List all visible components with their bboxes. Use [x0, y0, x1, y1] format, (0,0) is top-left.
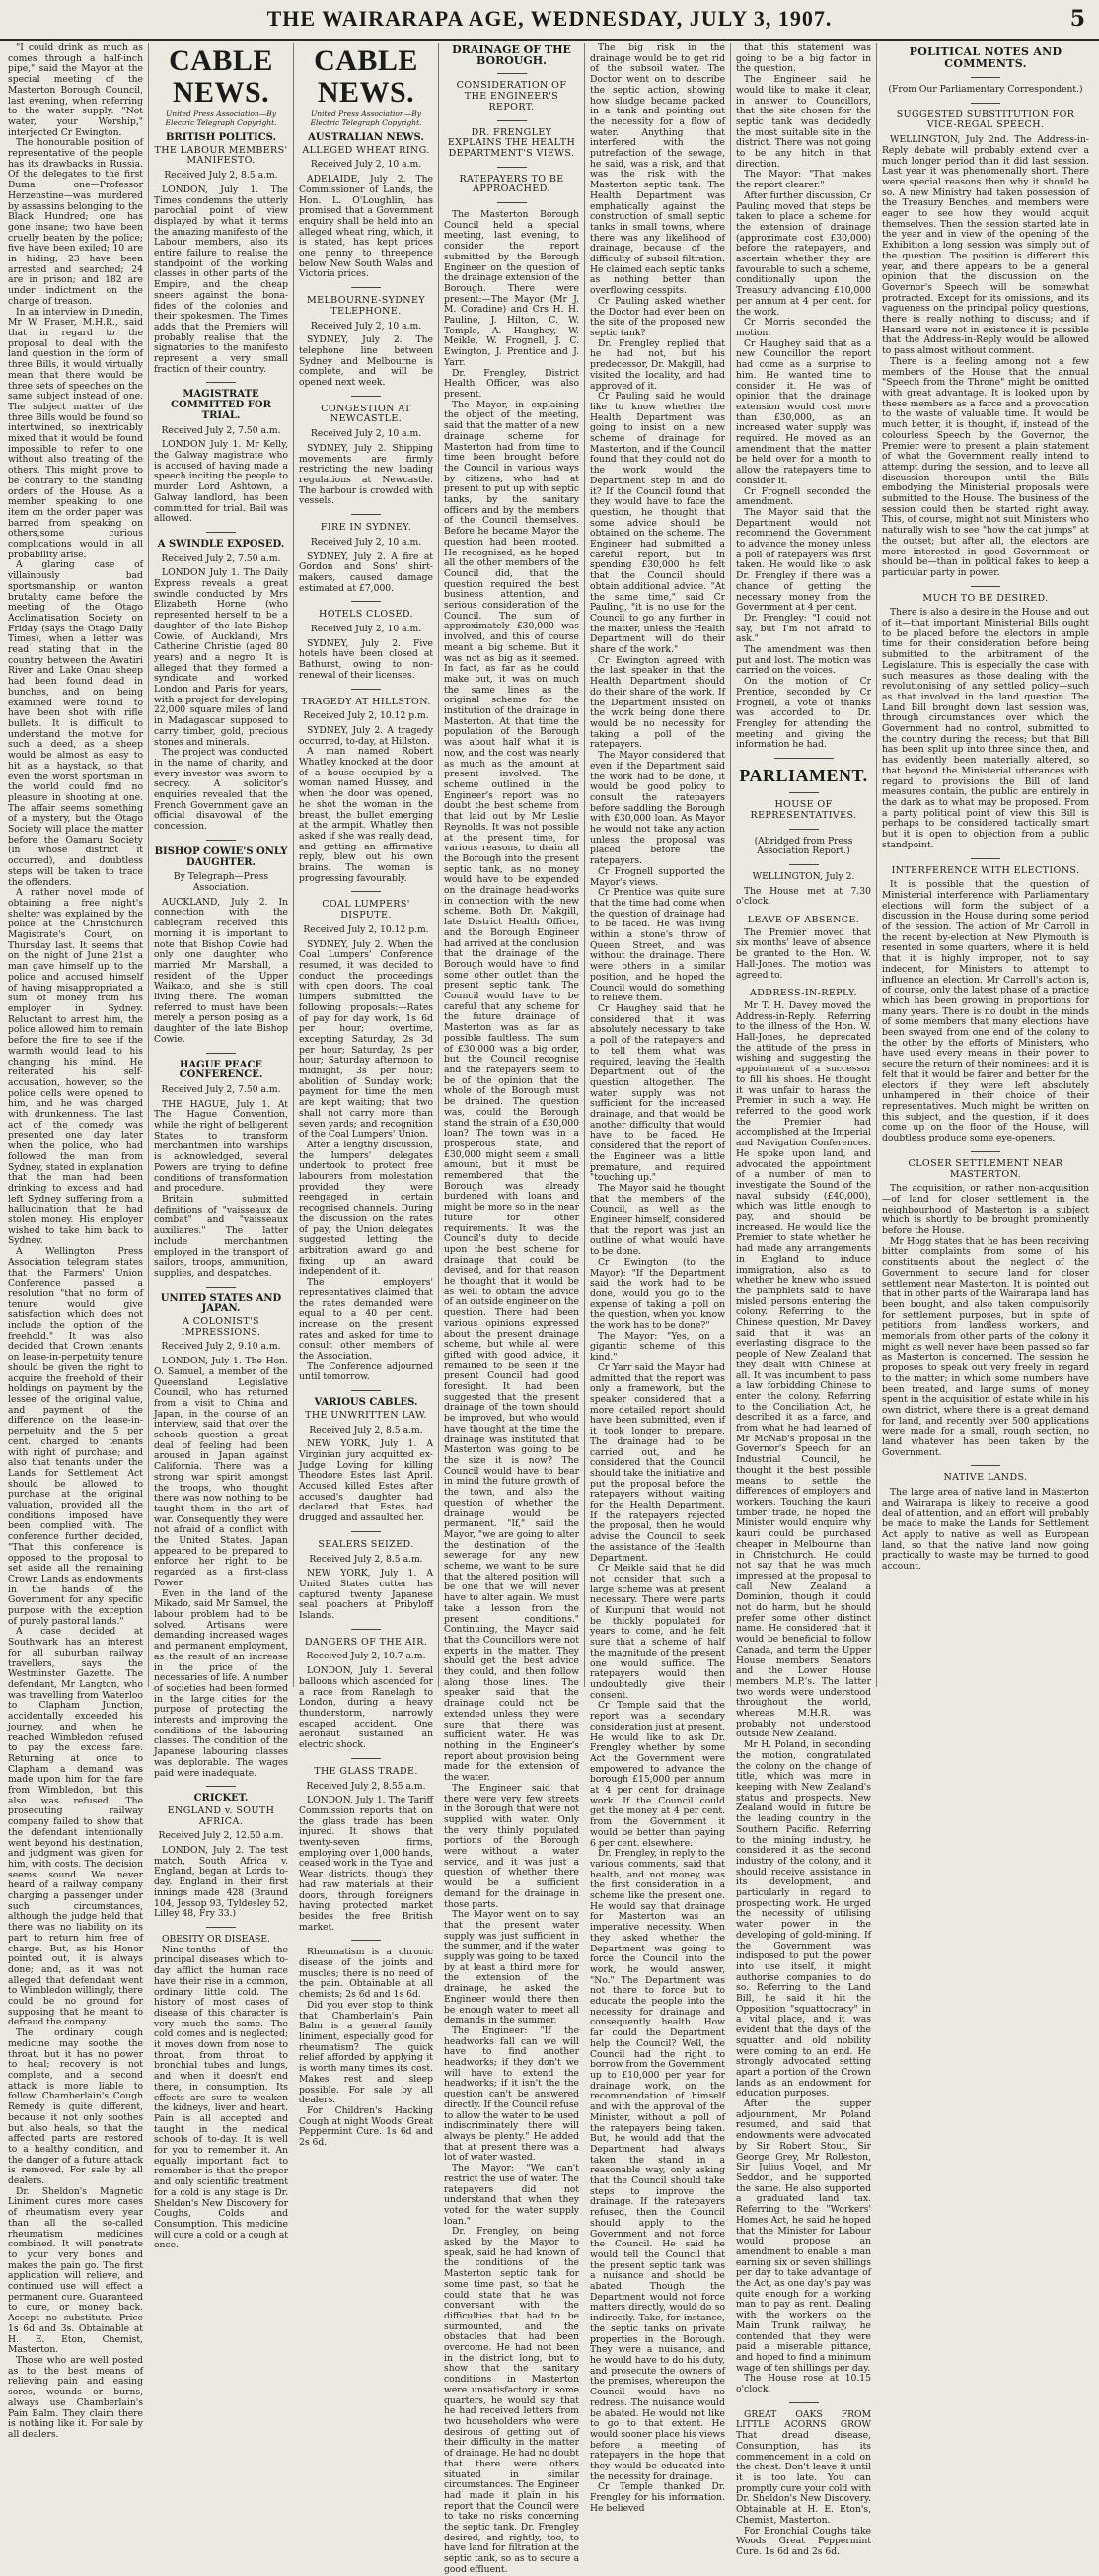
paragraph: Cr Ewington (to the Mayor): "If the Department said the work had to be done, would you go to the expense of taking a poll on the question, when you know the work has to be done?" — [590, 1256, 725, 1332]
report-note: (Abridged from Press Association Report.) — [754, 835, 853, 857]
paragraph: LONDON July 1. The Daily Express reveals a great swindle conducted by Mrs Elizabeth Horne (who represented herself to be a daughter of the late Bishop Cowie, of Auckland), Mrs Catherine Christie (aged 80 years) and a negro. It is alleged that they formed a syndicate and worked London and Paris for years, with a project for developing 22,000 square miles of land in Madagascar supposed to carry timber, gold, precious stones and minerals. — [154, 567, 288, 748]
paragraph: Cr Haughey said that he considered that it was absolutely necessary to take a poll of the ratepayers and to tell them what was required, leaving the Health Department out of the question altogether. The water supply was not sufficient for the increased drainage, and that would be another difficulty that would have to be faced. He considered that the report of the Engineer was a little premature, and required "touching up." — [590, 1002, 725, 1184]
paragraph: A man named Robert Whatley knocked at the door of a house occupied by a woman named Hussey, and when the door was opened, he shot the woman in the breast, the bullet emerging at the armpit. Whatley then asked if she was really dead, and getting an affirmative reply, blew out his own brains. The woman is progressing favourably. — [299, 746, 433, 884]
section-heading: UNITED STATES AND JAPAN. — [160, 1292, 282, 1315]
paragraph: The Mayor: "We can't restrict the use of water. The ratepayers did not understand that when they voted for the water supply loan." — [444, 2163, 579, 2227]
correspondent-note: (From Our Parliamentary Correspondent.) — [888, 84, 1083, 95]
divider — [206, 1053, 236, 1054]
paragraph: The Mayor: "That makes the report clearer." — [736, 169, 871, 191]
paragraph: A case decided at Southwark has an interest for all suburban railway travellers, says the Westminster Gazette. The defendant, Mr Langton, who was travelling from Waterloo to Clapham Junction, accidentally exceeded his journey, and when he reached Wimbledon refused to pay the excess fare. Returning at once to Clapham a demand was made upon him for the fare from Wimbledon, but this also was refused. The prosecuting railway company failed to show that the defendant intentionally went beyond his destination, and judgment was given for him, with costs. The decision seems sound. We never heard of a railway company charging a passenger under such circumstances, although the judge held that there was no liability on its part to return him free of charge. But, as his Honor pointed out, it is always done; and, as it was not alleged that defendant went to Wimbledon willingly, there could be no ground for supposing that he meant to defraud the company. — [8, 1626, 143, 2028]
paragraph: ADELAIDE, July 2. The Commissioner of Lands, the Hon. L. O'Loughlin, has promised that a Government enquiry shall be held into an alleged wheat ring, which, it is stated, has kept prices one penny to threepence below New South Wales and Victoria prices. — [299, 174, 433, 280]
paragraph: For Bronchial Coughs take Woods Great Peppermint Cure. 1s 6d and 2s 6d. — [736, 2525, 871, 2557]
article-heading: COAL LUMPERS' DISPUTE. — [322, 899, 410, 921]
dateline: Received July 2, 9.10 a.m. — [161, 1341, 281, 1353]
paragraph: LONDON, July 1. The Times condemns the utterly parochial point of view displayed by what it terms the amazing manifesto of the Labour members, also its entire failure to realise the standpoint of the working classes in other parts of the Empire, and the cheap sneers against the bona-fides of the colonies and their spokesmen. The Times adds that the Premiers will probably realise that the signatories to the manifesto represent a very small fraction of their country. — [154, 184, 288, 375]
paragraph: NEW YORK, July 1. A United States cutter has captured twenty Japanese seal poachers at Pribyloff Islands. — [299, 1568, 433, 1622]
dateline: Received July 2, 7.50 a.m. — [161, 1083, 281, 1095]
paragraph: For Children's Hacking Cough at night Woods' Great Peppermint Cure. 1s 6d and 2s 6d. — [299, 2104, 433, 2149]
paragraph: GREAT OAKS FROM LITTLE ACORNS GROW That dread disease, Consumption, has its commencement in a cold on the chest. Don't leave it until it is too late. You can promptly cure your cold with Dr. Sheldon's New Discovery. Obtainable at H. E. Eton's, Chemist, Masterton. — [736, 2408, 871, 2526]
page-number: 5 — [1069, 6, 1085, 32]
article-heading: CONGESTION AT NEWCASTLE. — [321, 403, 411, 425]
paragraph: Britain submitted definitions of "vaisseaux de combat" and "vaisseaux auxiliares." The latter include merchantmen employed in the transport of sailors, troops, ammunition, supplies, and despatches. — [154, 1193, 288, 1279]
paragraph: Cr Yarr said the Mayor had admitted that the report was only a framework, but the speaker considered that a more detailed report should have been submitted, even if it took longer to prepare. The drainage had to be carried out, and he considered that the Council should take the initiative and put the proposal before the ratepayers without waiting for the Health Department. If the ratepayers rejected the proposal, then he would advise the Council to seek the assistance of the Health Department. — [590, 1362, 725, 1564]
paragraph: After the supper adjournment, Mr Poland resumed, and said that endowments were advocated by Sir Robert Stout, Sir George Grey, Mr Rolleston, Sir Julius Vogel, and Mr Seddon, and he supported the same. He also supported a graduated land tax. Referring to the "Workers' Homes Act, he said he hoped that the Minister for Labour would propose an amendment to enable a man earning six or seven shillings per day to take advantage of the Act, as one day's pay was quite enough for a working man to pay as rent. Dealing with the workers on the Main Trunk railway, he contended that they were paid a miserable pittance, and hoped to find a minimum wage of ten shillings per day. — [736, 2098, 872, 2374]
paragraph: After further discussion, Cr Pauling moved that steps be taken to place a scheme for the extension of drainage (approximate cost £30,000) before the ratepayers, and ascertain whether they are favourable to such a scheme, conditionally upon the Treasury advancing £10,000 per annum at 4 per cent. for the work. — [736, 189, 871, 318]
article-subheading: DR. FRENGLEY EXPLAINS THE HEALTH DEPARTMENT'S VIEWS. — [447, 126, 576, 159]
paragraph: It is possible that the question of Ministerial interference with Parliamentary elections will form the subject of a discussion in the House during some period of the session. The action of Mr Carroll in the recent by-election at New Plymouth is resented in some quarters, where it is held that it is highly improper, not to say indecent, for Ministers to attempt to influence an election. Mr Carroll's action is, of course, only the latest phase of a practice which has been growing in proportions for many years. There is no doubt in the minds of some members that many elections have been swayed from one end of the colony to the other by the efforts of Ministers, who have used every means in their power to secure the return of their nominees; and it is felt that it would be fairer and better for the electors if they were left absolutely unhampered in their choice of their representatives. Much might be written on this subject, and the question, if it does come up on the floor of the House, will doubtless produce some eye-openers. — [882, 879, 1089, 1144]
paragraph: Even in the land of the Mikado, said Mr Samuel, the labour problem had to be solved. Artisans were demanding increased wages and permanent employment, as the result of an increase in the price of the necessaries of life. A number of societies had been formed in the large cities for the purpose of protecting the interests and improving the conditions of the labouring classes. The condition of the Japanese labouring classes was deplorable. The wages paid were inadequate. — [154, 1587, 288, 1779]
column-rule — [584, 43, 585, 1687]
paragraph: The Mayor: "Yes, on a gigantic scheme of this kind." — [590, 1330, 725, 1363]
paragraph: The amendment was then put and lost. The motion was carried on the voices. — [736, 644, 871, 677]
paragraph: There is also a desire in the House and out of it—that important Ministerial Bills ought to be placed before the electors in ample time for their consideration before being submitted to the arbitrament of the Legislature. This is especially the case with such measures as those dealing with the revolutionising of any settled policy—such as that involved in the land question. The Land Bill brought down last session was, through circumstances over which the Government had no control, submitted to the country during the recess; but that Bill has been split up into three since then, and has evidently been materially altered, so that beyond the Ministerial utterances with regard to provisions the Bill of land measures contain, the public are entirely in the dark as to what may be proposed. From a party political point of view this Bill is perhaps to be considered tactically smart but it is open to objection from a public standpoint. — [882, 607, 1089, 850]
paragraph: The acquisition, or rather non-acquisition—of land for closer settlement in the neighbourhood of Masterton is a subject which is shortly to be brought prominently before the House. — [882, 1183, 1089, 1237]
article-heading: A COLONIST'S IMPRESSIONS. — [181, 1316, 261, 1338]
paragraph: Dr. Frengley, District Health Officer, was also present. — [444, 367, 579, 400]
divider — [206, 1927, 236, 1928]
paragraph: The Engineer: "If the headworks fall can we will have to find another headworks; if they don't we will have to extend the headworks; if it isn't the the question can't be answered directly. If the Council refuse to allow the water to be used indiscriminately there will always be plenty." He added that at present there was a lot of water wasted. — [444, 2024, 579, 2164]
column-rule — [730, 43, 731, 1687]
divider — [971, 858, 1000, 859]
paragraph: Cr Frognell seconded the amendment. — [736, 485, 871, 508]
paragraph: Cr Meikle said that he did not consider that such a large scheme was at present necessary. There were parts of Kuripuni that would not be thickly populated for years to come, and he felt sure that a scheme of half the magnitude of the present one would suffice. The ratepayers would then undoubtedly give their consent. — [590, 1563, 725, 1701]
paragraph: Dr. Frengley, on being asked by the Mayor to speak, said he had known of the conditions of the Masterton septic tank for some time past, so that he could state that he was conversant with the difficulties that had to be surmounted, and the obstacles that had been overcome. He had not been in the district long, but to show that the sanitary conditions in Masterton were unsatisfactory in some quarters, he would say that he had received letters from two householders who were desirous of getting out of their difficulty in the matter of drainage. He had no doubt that there were others situated in similar circumstances. The Engineer had made it plain in his report that the Council were to take no risks concerning the septic tank. Dr. Frengley desired, and rightly, too, to have land for filtration at the septic tank, so as to secure a good effluent. — [444, 2226, 579, 2575]
paragraph: THE HAGUE, July 1. At The Hague Convention, while the right of belligerent States to transform merchantmen into warships is acknowledged, several Powers are trying to define conditions of transformation and procedure. — [154, 1098, 288, 1195]
divider — [497, 167, 527, 168]
column-2 — [154, 43, 288, 2251]
divider — [971, 1151, 1000, 1152]
article-subheading: RATEPAYERS TO BE APPROACHED. — [459, 173, 564, 195]
subheading: NATIVE LANDS. — [943, 1472, 1028, 1484]
house-heading: HOUSE OF REPRESENTATIVES. — [750, 799, 857, 821]
dateline: Received July 2, 10.12 p.m. — [303, 923, 429, 935]
dateline: Received July 2, 12.50 a.m. — [158, 1830, 284, 1842]
paragraph: LONDON, July 1. Several balloons which ascended for a race from Ranelagh to London, during a heavy thunderstorm, narrowly escaped accident. One aeronaut sustained an electric shock. — [299, 1665, 433, 1751]
section-heading: BISHOP COWIE'S ONLY DAUGHTER. — [154, 846, 288, 868]
section-heading: HAGUE PEACE CONFERENCE. — [179, 1059, 263, 1081]
paragraph: Cr Haughey said that as a new Councillor the report had come as a surprise to him. He wanted time to consider it. He was of opinion that the drainage extension would cost more than £30,000, as an increased water supply was required. He moved as an amendment that the matter be held over for a month to allow the ratepayers time to consider it. — [736, 337, 871, 486]
section-heading: CRICKET. — [193, 1793, 249, 1804]
article-heading: MELBOURNE-SYDNEY TELEPHONE. — [306, 295, 426, 317]
dateline: Received July 2, 10 a.m. — [310, 159, 422, 171]
paragraph: The Mayor said he thought that the members of the Council, as well as the Engineer himself, considered that the report was just an outline of what would have to be done. — [590, 1182, 725, 1258]
divider — [351, 287, 381, 288]
paragraph: A glaring case of villainously bad sportsmanship or wanton brutality came before the meeting of the Otago Acclimatisation Society on Friday (says the Otago Daily Times), when a letter was read stating that in the country between the Awatiri River and Lake Onau sheep had been found dead in bunches, and on being examined were found to have been shot with rifle bullets. It is difficult to understand the motive for such a deed, as a sheep would be almost as easy to hit as a haystack, so that even the worst sportsman in the world could find no pleasure in shooting at one. The affair seems something of a mystery, but the Otago Society will place the matter before the Oamaru Society (in whose district it occurred), and doubtless steps will be taken to trace the offenders. — [8, 559, 143, 888]
section-heading: CABLE NEWS. — [314, 44, 418, 109]
section-subtitle: United Press Association—By Electric Telegraph Copyright. — [165, 110, 277, 127]
paragraph: Did you ever stop to think that Chamberlain's Pain Balm is a general family liniment, especially good for rheumatism? The quick relief afforded by applying it is worth many times its cost. Makes rest and sleep possible. For sale by all dealers. — [299, 1999, 433, 2106]
newspaper-title: THE WAIRARAPA AGE, WEDNESDAY, JULY 3, 1907. — [266, 6, 833, 31]
paragraph: Mr Hogg states that he has been receiving bitter complaints from some of his constituents about the neglect of the Government to secure land for closer settlement near Masterton. It is pointed out that in other parts of the Wairarapa land has been bought, and also taken compulsorily for settlement purposes, but in spite of petitions from landless workers, and memorials from other parts of the colony it might as well never have been passed so far as Masterton is concerned. The session he proposes to speak out very freely in regard to the matter; in which some numbers have been treated, and large sums of money spent in the acquisition of estate while in his own district, where there is a great demand for land, and recently over 500 applications were made for a small, rough section, no land whatever has been taken by the Government. — [882, 1235, 1089, 1458]
dateline: Received July 2, 10 a.m. — [310, 320, 422, 331]
dateline: Received July 2, 10 a.m. — [310, 624, 422, 635]
dateline: Received July 2, 10 a.m. — [310, 536, 422, 548]
divider — [971, 103, 1000, 104]
divider — [497, 73, 527, 74]
paragraph: The ordinary cough medicine may soothe the throat, but it has no power to heal; recovery is not complete, and a second attack is more liable to follow. Chamberlain's Cough Remedy is quite different, because it not only soothes but also heals, so that the affected parts are restored to a healthy condition, and the danger of a future attack is removed. For sale by all dealers. — [8, 2027, 143, 2187]
paragraph: The project was conducted in the name of charity, and every investor was sworn to secrecy. A solicitor's enquiries revealed that the French Government gave an official disavowal of the concession. — [154, 747, 288, 833]
paragraph: The Premier moved that six months' leave of absence be granted to the Hon. W. Hall-Jones. The motion was agreed to. — [736, 926, 871, 981]
political-notes-heading: POLITICAL NOTES AND COMMENTS. — [909, 45, 1062, 70]
paragraph: Cr Pauling said he would like to know whether the Health Department was going to insist on a new scheme of drainage for Masterton, and if the Council found that they could not do the work would the Department step in and do it? If the Council found that they would have to face the question, he thought that some advice should be obtained on the scheme. The Engineer had submitted a careful report, but in spending £30,000 he felt that the Council should obtain additional advice. "At the same time," said Cr Pauling, "it is no use for the Council to go any further in the matter, unless the Health Department will do their share of the work." — [590, 391, 725, 656]
column-3 — [299, 43, 433, 2149]
divider — [351, 689, 381, 690]
paragraph: The Mayor said that the Department would not recommend the Government to advance the money unless a poll of ratepayers was first taken. He would like to ask Dr. Frengley if there was a chance of getting the necessary money from the Government at 4 per cent. — [736, 506, 871, 614]
divider — [789, 864, 819, 865]
paragraph: LONDON July 1. Mr Kelly, the Galway magistrate who is accused of having made a speech inciting the people to murder Lord Ashtown, a Galway landlord, has been committed for trial. Bail was allowed. — [154, 439, 288, 525]
divider — [351, 514, 381, 515]
article-heading: DRAINAGE OF THE BOROUGH. — [452, 43, 571, 67]
article-subheading: CONSIDERATION OF THE ENGINEER'S REPORT. — [456, 80, 567, 112]
divider — [774, 758, 834, 759]
paragraph: Nine-tenths of the principal diseases which to-day afflict the human race have their rise in a common, ordinary little cold. The history of most cases of disease of this character is very much the same. The cold comes and is neglected; it moves down from nose to throat, from throat to bronchial tubes and lungs, and when it doesn't end there, in consumption. Its effects are sure to weaken the kidneys, liver and heart. Pain is all accepted and taught in the medical schools of to-day. It is well for you to remember it. An equally important fact to remember is that the proper and only scientific treatment for a cold is any stage is Dr. Sheldon's New Discovery for Coughs, Colds and Consumption. This medicine will cure a cold or a cough at once. — [154, 1944, 288, 2251]
divider — [351, 1758, 381, 1759]
section-heading: VARIOUS CABLES. — [314, 1397, 418, 1409]
paragraph: SYDNEY, July 2. The telephone line between Sydney and Melbourne is complete, and will be opened next week. — [299, 334, 433, 389]
divider — [497, 120, 527, 121]
subheading: SUGGESTED SUBSTITUTION FOR VICE-REGAL SPEECH. — [896, 109, 1075, 131]
divider — [497, 202, 527, 203]
paragraph: A Wellington Press Association telegram states that the Farmers' Union Conference passed a resolution "that no form of tenure would give satisfaction which does not include the option of the freehold." It was also decided that Crown tenants on lease-in-perpetuity tenure should be given the right to acquire the freehold of their holdings on payment by the lessee of the original value, and payment of the difference on the lease-in-perpetuity and the 5 per cent. charged to tenants with right of purchase; and also that tenants under the Lands for Settlement Act should be allowed to purchase at the original valuation, provided all the conditions imposed have been complied with. The conference further decided, "That this conference is opposed to the proposal to set aside all the remaining Crown Lands as endowments in the hands of the Government for any specific purpose with the exception of purely pastoral lands." — [8, 1246, 143, 1627]
article-heading: DANGERS OF THE AIR. — [304, 1636, 428, 1648]
paragraph: LONDON, July 2. The test match, South Africa v. England, began at Lords to-day. England in their first innings made 428 (Braund 104, Jessop 93, Tyldesley 52, Lilley 48, Fry 33.) — [154, 1845, 288, 1920]
paragraph: LONDON, July 1. The Hon. O. Samuel, a member of the Queensland Legislative Council, who has returned from a visit to China and Japan, in the course of an interview, said that over the schools question a great deal of feeling had been aroused in Japan against California. There was a strong war spirit amongst the troops, who thought there was now nothing to be taught them in the art of war. Consequently they were not afraid of a conflict with the United States. Japan appeared to be prepared to enforce her right to be regarded as a first-class Power. — [154, 1356, 288, 1588]
paragraph: A rather novel mode of obtaining a free night's shelter was explained by the police at the Christchurch Magistrate's Court, on Thursday last. It seems that on the night of June 21st a man gave himself up to the police and accused himself of having misappropriated a sum of money from his employer in Sydney. Reluctant to arrest him, the police allowed him to remain before the fire to see if the warmth would lead to his changing his mind. He reiterated his self-accusation, however, so the police cells were opened to him, and he was charged with drunkenness. The last act of the comedy was presented one day later when the police, who had followed the man from Sydney, stated in explanation that the man had been drinking to excess and had left Sydney suffering from a hallucination that he had stolen money. His employer wished to take him back to Sydney. — [8, 887, 143, 1247]
paragraph: The Mayor, in explaining the object of the meeting, said that the matter of a new drainage scheme for Masterton had from time to time been brought before the Council in various ways by citizens, who had at present to put up with septic tanks, by the sanitary officers and by the members of the Council themselves. Before he became Mayor the question had been mooted. He recognised, as he hoped all the other members of the Council did, that the question required the best business attention, and serious consideration of the Council. The sum of approximately £30,000 was involved, and this of course meant a big scheme. But it was not as big as it seemed. In fact, as far as he could make out, it was on much the same lines as the original scheme for the institution of the drainage in Masterton. At that time the population of the Borough was about half what it is now, and the cost was nearly as much as the amount at present involved. The scheme outlined in the Engineer's report was no doubt the best scheme from that laid out by Mr Leslie Reynolds. It was not possible at the present time, for various reasons, to drain all the Borough into the present septic tank, as no money would have to be expended on the drainage head-works in connection with the new scheme. Both Dr. Makgill, late District Health Officer, and the Borough Engineer had arrived at the conclusion that the drainage of the Borough would have to find some other outlet than the present septic tank. The Council would have to be careful that any scheme for the future drainage of Masterton was as far as possible faultless. The sum of £30,000 was a big order, but the Council recognise and the ratepayers seem to be of the opinion that the whole of the Borough must be drained. The question was, could the Borough stand the strain of a £30,000 loan? The town was in a prosperous state, and £30,000 might seem a small amount, but it must be remembered that the Borough was already burdened with loans and might be more so in the near future for other requirements. It was the Council's duty to decide upon the best scheme for drainage that could be devised, and for that reason he thought that it would be as well to obtain the advice of an outside engineer on the question. There had been various opinions expressed about the present drainage scheme, but while all were gifted with good advice, it remained to be seen if the present Council had good foresight. It had been suggested that the present drainage of the town should be improved, but who would have thought at the time the drainage was instituted that Masterton was going to be the size it is now? The Council would have to bear in mind the future growth of the town, and also the question of whether the drainage would be permanent. "If," said the Mayor, "we are going to alter the destination of the sewerage for any new scheme, we want to be sure that the altered position will be one that we will never have to alter again. We must take a lesson from the present conditions." Continuing, the Mayor said that the Councillors were not experts in the matter. They should get the best advice they could, and then follow along those lines. The speaker said that the drainage could not be extended unless they were sure that there was sufficient water. He was nothing in the Engineer's report about provision being made for the extension of the water. — [444, 399, 579, 1784]
column-6 — [736, 42, 872, 2557]
paragraph: Cr Temple thanked Dr. Frengley for his information. He believed — [590, 2481, 725, 2514]
paragraph: NEW YORK, July 1. A Virginian jury acquitted ex-Judge Loving for killing Theodore Estes last April. Accused killed Estes after accused's daughter had declared that Estes had drugged and assaulted her. — [299, 1438, 433, 1524]
paragraph: The Conference adjourned until tomorrow. — [299, 1361, 433, 1383]
paragraph: The employers' representatives claimed that the rates demanded were equal to a 40 per cent. increase on the present rates and asked for time to consult other members of the Association. — [299, 1277, 433, 1362]
article-heading: FIRE IN SYDNEY. — [320, 522, 412, 534]
paragraph: that this statement was going to be a big factor in the question. — [736, 42, 871, 75]
dateline: Received July 2, 10.12 p.m. — [303, 710, 429, 722]
divider — [971, 77, 1000, 78]
subheading: INTERFERENCE WITH ELECTIONS. — [891, 864, 1080, 876]
paragraph: SYDNEY, July 2. Five hotels have been closed at Bathurst, owing to non-renewal of their licenses. — [299, 637, 433, 681]
article-heading: ENGLAND v. SOUTH AFRICA. — [167, 1804, 275, 1827]
paragraph: There is a feeling among not a few members of the House that the annual "Speech from the Throne" might be omitted with great advantage. It is looked upon by these members as a farce and a provocation to the waste of valuable time. It would be much better, it is thought, if, instead of the colourless Speech by the Governor, the Premier were to present a plain statement of what the Government really intend to attempt during the session, and to leave all discussion thereupon until the Bills embodying the Ministerial proposals were submitted to the House. The business of the session could then be started right away. This, of course, might not suit Ministers who naturally wish to see "how the cat jumps" at the outset; but after all, the electors are more interested in good Government—or should be—than in political fakes to keep a particular party in power. — [882, 355, 1089, 578]
dateline: By Telegraph—Press Association. — [173, 871, 269, 893]
column-1 — [8, 42, 143, 2440]
section-heading: CABLE NEWS. — [169, 44, 273, 109]
divider — [971, 1465, 1000, 1466]
section-heading: MAGISTRATE COMMITTED FOR TRIAL. — [171, 389, 271, 421]
article-heading: SEALERS SEIZED. — [318, 1538, 414, 1550]
dateline: Received July 2, 8.55 a.m. — [306, 1780, 426, 1792]
divider — [789, 829, 819, 830]
divider — [351, 396, 381, 397]
divider — [351, 1390, 381, 1391]
column-rule — [876, 43, 877, 1687]
subheading: CLOSER SETTLEMENT NEAR MASTERTON. — [908, 1157, 1063, 1180]
paragraph: Those who are well posted as to the best means of relieving pain and easing sores, wounds or burns, always use Chamberlain's Pain Balm. They claim there is nothing like it. For sale by all dealers. — [8, 2354, 143, 2440]
paragraph: The House met at 7.30 o'clock. — [736, 885, 871, 908]
article-heading: THE UNWRITTEN LAW. — [305, 1409, 427, 1421]
article-heading: THE GLASS TRADE. — [314, 1765, 418, 1777]
dateline: Received July 2, 10 a.m. — [310, 428, 422, 440]
divider — [351, 601, 381, 602]
section-heading: A SWINDLE EXPOSED. — [157, 538, 285, 550]
paragraph: Dr. Sheldon's Magnetic Liniment cures more cases of rheumatism every year than all the so-called rheumatism medicines combined. It will penetrate to your very bones and makes the pain go. The first application will relieve, and continued use will effect a permanent cure. Guaranteed to cure, or money back. Accept no substitute. Price 1s 6d and 3s. Obtainable at H. E. Eton, Chemist, Masterton. — [8, 2185, 143, 2356]
divider — [206, 1287, 236, 1288]
paragraph: SYDNEY, July 2. When the Coal Lumpers' Conference resumed, it was decided to conduct the proceedings with open doors. The coal lumpers submitted the following proposals:—Rates of pay for day work, 1s 6d per hour; overtime, excepting Saturday, 2s 3d per hour; Saturday, 2s per hour; Saturday afternoon to midnight, 3s per hour; abolition of Sunday work; payment for time the men are kept waiting; that two shall not carry more than seven yards; and recognition of the Coal Lumpers' Union. — [299, 938, 433, 1141]
paragraph: Cr Morris seconded the motion. — [736, 317, 871, 338]
section-heading: BRITISH POLITICS. — [165, 132, 277, 143]
article-heading: ALLEGED WHEAT RING. — [302, 144, 430, 156]
paragraph: SYDNEY, July 2. Shipping movements are firmly restricting the new loading regulations at Newcastle. The harbour is crowded with vessels. — [299, 442, 433, 507]
paragraph: Mr T. H. Davey moved the Address-in-Reply. Referring to the illness of the Hon. W. Hall-Jones, he deprecated the attitude of the press in wishing and suggesting the appointment of a successor to fill his shoes. He thought it was unfair to harass the Premier in such a way. He referred to the good work the Premier had accomplished at the Imperial and Navigation Conferences. He spoke upon land, and advocated the appointment of a number of men to investigate the Sound of the naval subsidy (£40,000), which was little enough to pay, and should be increased. He would like the Premier to state whether he had made any arrangements in England to induce immigration, also as to whether he knew who issued the pamphlets said to have misled persons entering the colony. Referring to the Chinese question, Mr Davey said that it was an everlasting disgrace to the people of New Zealand that they dealt with Chinese at all. It was incumbent to pass a law forbidding Chinese to enter the colony. Referring to the Conciliation Act, he described it as a farce, and from what he had learned of Mr McNab's proposal in the Governor's Speech for an Industrial Council, he thought it the best possible means to settle the differences of employers and workers. Touching the kauri timber trade, he hoped the Minister would enquire why kauri could be purchased cheaper in Melbourne than in Christchurch. He could not say that he was much impressed at the proposal to call New Zealand a Dominion, though it could not do harm, but he should prefer some other distinct name. He considered that it would be beneficial to follow Canada, and term the Upper House members Senators and the Lower House members M.P.'s. The latter two words were understood throughout the world, whereas M.H.R. was probably not understood outside New Zealand. — [736, 999, 871, 1740]
divider — [206, 382, 236, 383]
column-5 — [590, 42, 726, 2514]
divider — [351, 1629, 381, 1630]
section-heading: AUSTRALIAN NEWS. — [308, 132, 424, 143]
paragraph: In an interview in Dunedin, Mr W. Fraser, M.H.R., said that in regard to the proposal to deal with the land question in the form of three Bills, it would virtually mean that there would be three sets of speeches on the same subject instead of one. The subject matter of the three Bills would be found so intertwined, so inextricably mixed that it would be found impossible to refer to one without also treating of the others. This might prove to be contrary to the standing orders of the House. As a member speaking to one item on the order paper was barred from speaking on others,some curious complications would in all probability arise. — [8, 306, 143, 560]
dateline: Received July 2, 8.5 a.m. — [309, 1553, 423, 1565]
paragraph: After a lengthy discussion, the lumpers' delegates undertook to protect free labourers from molestation provided they were reengaged in certain recognised channels. During the discussion on the rates of pay, the Union delegates suggested letting the arbitration award go and fixing up an award independent of it. — [299, 1139, 433, 1278]
divider — [206, 532, 236, 533]
column-rule — [438, 43, 439, 1687]
paragraph: Dr. Frengley: "I could not say, but I'm not afraid to ask." — [736, 612, 871, 645]
column-4 — [444, 43, 579, 2575]
paragraph: "I could drink as much as comes through a half-inch pipe," said the Mayor at the special meeting of the Masterton Borough Council, last evening, when referring to the water supply. "Not water, your Worship," interjected Cr Ewington. — [8, 42, 143, 138]
paragraph: Cr Prentice was quite sure that the time had come when the question of drainage had to be faced. He was living within a stone's throw of Queen Street, and was without the drainage. There were others in a similar position, and he hoped the Council would do something to relieve them. — [590, 887, 725, 1004]
column-rule — [293, 43, 294, 1687]
paragraph: Cr Temple said that the report was a secondary consideration just at present. He would like to ask Dr. Frengley whether by some Act the Government were empowered to advance the borough £15,000 per annum at 4 per cent for drainage work. If the Council could get the money at 4 per cent. from the Government it would be better than paying 6 per cent. elsewhere. — [590, 1700, 726, 1849]
dateline: Received July 2, 8.5 a.m. — [309, 1424, 423, 1435]
section-subtitle: United Press Association—By Electric Telegraph Copyright. — [310, 110, 422, 127]
divider — [351, 1531, 381, 1532]
divider — [789, 2402, 819, 2403]
paragraph: WELLINGTON, July 2nd. The Address-in-Reply debate will probably extend over a much longer period than it did last session. Last year it was phenomenally short. There were special reasons then why it should be so. A new Ministry had taken possession of the Treasury Benches, and members were eager to see how they would acquit themselves. Then the session started late in the year and in view of the opening of the Exhibition a long session was simply out of the question. The position is different this year, and there appears to be a general opinion that the discussion on the Governor's Speech will be somewhat protracted. Except for its omissions, and its vagueness on the principal policy questions, there is really nothing to discuss; and if Hansard were not in existence it is possible that the Address-in-Reply would be allowed to pass almost without comment. — [882, 134, 1089, 357]
paragraph: The honourable position of representative of the people has its drawbacks in Russia. Of the delegates to the first Duma one—Professor Herzenstine—was murdered by assassins belonging to the Black Hundred; one has gone insane; two have been cruelly beaten by the police; five have been exiled; 10 are in hiding; 23 have been arrested and searched; 24 are in prison; and 182 are under indictment on the charge of treason. — [8, 137, 143, 307]
paragraph: SYDNEY, July 2. A fire at Gordon and Sons' shirt-makers, caused damage estimated at £7,000. — [299, 551, 433, 594]
paragraph: Dr. Frengley replied that he had not, but his predecessor, Dr. Makgill, had visited the locality, and had approved of it. — [590, 337, 725, 392]
paragraph: Cr Ewington agreed with the last speaker in that the Health Department should do their share of the work. If the Department insisted on the work being done there would be no necessity for taking a poll of the ratepayers. — [590, 654, 725, 751]
paragraph: The Mayor considered that even if the Department said the work had to be done, it would be good policy to consult the ratepayers before saddling the Borough with £30,000 loan. As Mayor he would not take any action unless the proposal was placed before the ratepayers. — [590, 750, 725, 867]
divider — [206, 840, 236, 841]
dateline: Received July 2, 7.50 a.m. — [161, 552, 281, 564]
paragraph: The Engineer said that there were very few streets in the Borough that were not supplied with water. Only the very thinly populated portions of the Borough were without a water service, and it was just a question of whether there would be a sufficient demand for the drainage in those parts. — [444, 1782, 579, 1910]
paragraph: The Mayor went on to say that the present water supply was just sufficient in the summer, and if the water supply was going to be taxed by at least a third more for the extension of the drainage, he asked the Engineer would there then be enough water to meet all demands in the summer. — [444, 1909, 579, 2026]
paragraph: Dr. Frengley, in reply to the various comments, said that health, and not money, was the first consideration in a scheme like the present one. He would say that drainage for Masterton was an imperative necessity. When they asked whether the Department was going to force the Council into the work, he would answer, "No." The Department was not there to force but to educate the people into the necessity for drainage and consequently health. How far could the Department help the Council? Well, the Council had the right to borrow from the Government up to £10,000 per year for drainage work, on the recommendation of himself and with the approval of the Minister, without a poll of the ratepayers being taken. But, he would add that the Department had always taken the stand in a reasonable way, only asking that the Council should take steps to improve the drainage. If the ratepayers refused, then the Council should apply to the Government and not force the Council. He said he would tell the Council that the present septic tank was a nuisance and should be abated. Though the Department would not force matters directly, would do so indirectly. Take, for instance, the septic tanks on private properties in the Borough. They were a nuisance, and he would have to do his duty, and prosecute the owners of the premises, whereupon the Council would have no redress. The nuisance would be abated. He would not like to go to that extent. He would sooner place his views before a meeting of ratepayers in the hope that they would be educated into the necessity for drainage. — [590, 1848, 726, 2482]
article-heading: HOTELS CLOSED. — [319, 609, 413, 621]
column-7 — [882, 43, 1089, 1687]
masthead — [0, 0, 1099, 41]
divider — [971, 586, 1000, 587]
paragraph: Rheumatism is a chronic disease of the joints and muscles; there is no need of the pain. Obtainable at all chemists; 2s 6d and 1s 6d. — [299, 1947, 433, 2001]
subheading: LEAVE OF ABSENCE. — [747, 915, 860, 926]
divider — [206, 1786, 236, 1787]
paragraph: SYDNEY, July 2. A tragedy occurred, to-day, at Hillston. — [299, 724, 433, 747]
paragraph: The large area of native land in Masterton and Wairarapa is likely to receive a good deal of attention, and an effort will probably be made to make the Lands for Settlement Act apply to native as well as European land, so that the native land now going practically to waste may be turned to good account. — [882, 1487, 1089, 1573]
paragraph: LONDON, July 1. The Tariff Commission reports that on the glass trade has been injured. It shows that twenty-seven firms, employing over 1,000 hands, ceased work in the Tyne and Wear districts, though they had raw materials at their doors, through foreigners having protected market besides the free British market. — [299, 1795, 433, 1933]
page-body — [0, 42, 1099, 2575]
subheading: MUCH TO BE DESIRED. — [922, 592, 1049, 604]
paragraph: The big risk in the drainage would be to get rid of the subsoil water. The Doctor went on to describe the septic action, showing how sludge became packed in a tank and pointing out the necessity for a flow of water. Anything that interfered with the putrefaction of the sewage, he said, was a risk, and that was the risk with the Masterton septic tank. The Health Department was emphatically against the construction of small septic tanks in small towns, where there was any likelihood of drainage, because of the difficulty of subsoil filtration. He claimed each septic tanks as nothing better than overflowing cesspits. — [590, 42, 725, 297]
divider — [351, 1940, 381, 1941]
dateline: Received July 2, 8.5 a.m. — [164, 170, 278, 182]
column-rule — [148, 43, 149, 1687]
paragraph: OBESITY OR DISEASE. — [162, 1933, 270, 1945]
paragraph: The Engineer said he would like to make it clear, in answer to Councillors, that the site chosen for the septic tank was decidedly the most suitable site in the district. There was not going to be any hitch in that direction. — [736, 74, 871, 170]
paragraph: The House rose at 10.15 o'clock. — [736, 2373, 871, 2395]
divider — [351, 891, 381, 892]
dateline: Received July 2, 10.7 a.m. — [306, 1651, 426, 1662]
article-heading: TRAGEDY AT HILLSTON. — [301, 696, 431, 707]
paragraph: Cr Pauling asked whether the Doctor had ever been on the site of the proposed new septic tank? — [590, 295, 725, 338]
parliament-heading: PARLIAMENT. — [739, 766, 868, 786]
paragraph: Mr H. Poland, in seconding the motion, congratulated the colony on the change of title, which was more in keeping with New Zealand's status and prospects. New Zealand would in future be the leading country in the Southern Pacific. Referring to the mining industry, he considered it as the second industry of the colony, and it should receive assistance in its development, and particularly in regard to prospecting work. He urged the necessity of utilising water power in the developing of gold-mining. If the Government was indisposed to put the power into use itself, it might authorise companies to do so. Referring to the Land Bill, he said it hit the Opposition "squattocracy" in a vital place, and it was evident that the days of the squatter and old nobility were coming to an end. He strongly advocated setting apart a portion of the Crown lands as an endowment for education purposes. — [736, 1739, 871, 2099]
paragraph: On the motion of Cr Prentice, seconded by Cr Frognell, a vote of thanks was accorded to Dr. Frengley for attending the meeting and giving the information he had. — [736, 676, 871, 751]
dateline: WELLINGTON, July 2. — [752, 870, 855, 882]
paragraph: The Masterton Borough Council held a special meeting, last evening, to consider the report submitted by the Borough Engineer on the question of the drainage extension of the Borough. There were present:—The Mayor (Mr J. M. Coradine) and Crs H. H. Pauline, J. Hilton, C. W. Temple, A. Haughey, W. Meikle, W. Frognell, J. C. Ewington, J. Prentice and J. Yarr. — [444, 209, 579, 368]
dateline: Received July 2, 7.50 a.m. — [161, 424, 281, 436]
article-heading: THE LABOUR MEMBERS' MANIFESTO. — [154, 144, 288, 167]
subheading: ADDRESS-IN-REPLY. — [750, 988, 857, 999]
paragraph: AUCKLAND, July 2. In connection with the cablegram received this morning it is important to note that Bishop Cowie had only one daughter, who married Mr Marshall, a resident of the Upper Waikato, and she is still living there. The woman referred to must have been merely a person posing as a daughter of the late Bishop Cowie. — [154, 896, 288, 1045]
paragraph: Cr Frognell supported the Mayor's views. — [590, 865, 725, 888]
divider — [789, 792, 819, 793]
